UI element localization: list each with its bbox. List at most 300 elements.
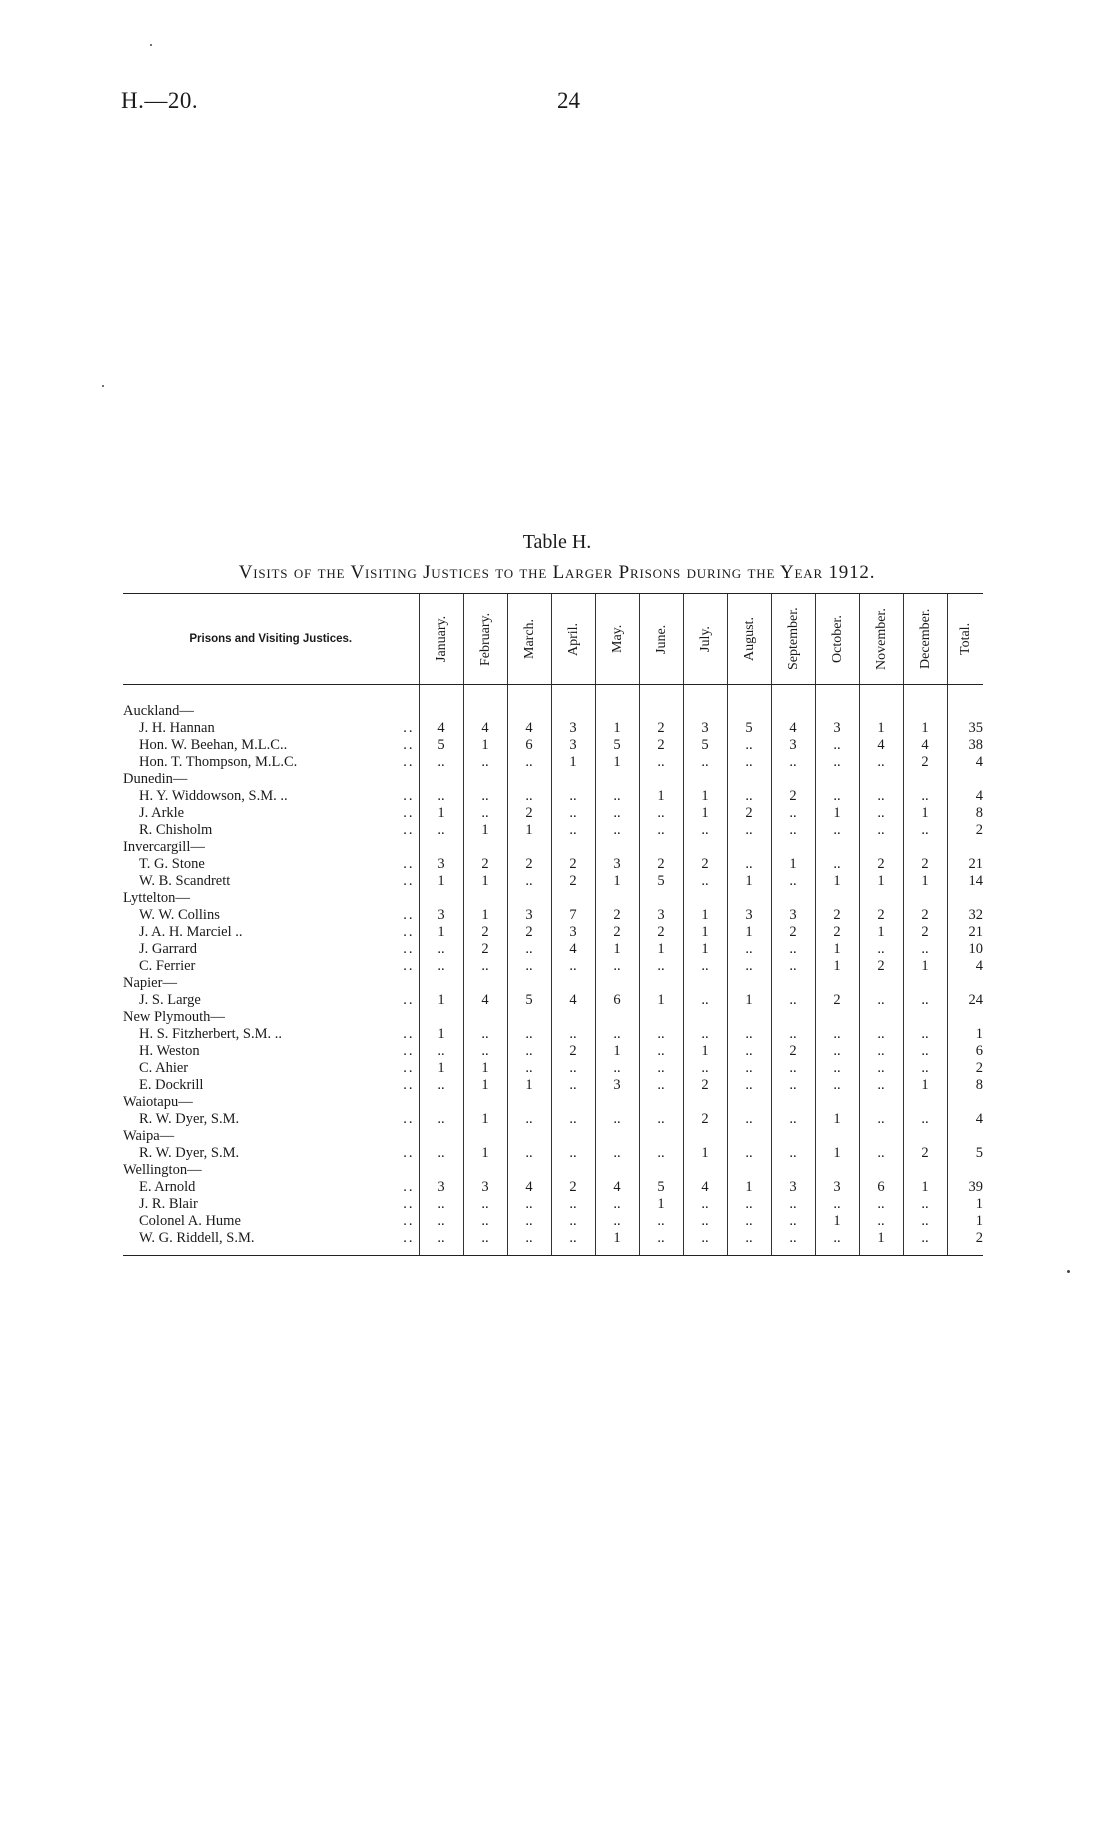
month-cell: .. xyxy=(639,1145,683,1162)
justice-name-text: W. W. Collins xyxy=(139,907,220,923)
month-label: June. xyxy=(653,624,669,654)
month-cell: 2 xyxy=(551,1043,595,1060)
month-cell xyxy=(463,975,507,992)
leader-dots: .. xyxy=(403,1213,415,1229)
total-cell: 2 xyxy=(947,822,983,839)
month-cell: 3 xyxy=(771,737,815,754)
month-cell xyxy=(683,975,727,992)
month-cell: 5 xyxy=(727,720,771,737)
justice-name xyxy=(123,941,419,958)
total-cell: 4 xyxy=(947,754,983,771)
month-cell: 1 xyxy=(727,992,771,1009)
month-cell: 1 xyxy=(595,941,639,958)
month-cell: 5 xyxy=(507,992,551,1009)
month-cell xyxy=(419,703,463,720)
month-cell: .. xyxy=(683,958,727,975)
month-cell: .. xyxy=(859,1196,903,1213)
table-row xyxy=(123,941,983,958)
month-cell: 4 xyxy=(551,941,595,958)
month-cell xyxy=(463,703,507,720)
month-cell xyxy=(551,703,595,720)
month-cell: 1 xyxy=(595,1043,639,1060)
leader-dots: .. xyxy=(403,1111,415,1127)
month-cell: 1 xyxy=(595,754,639,771)
leader-dots: .. xyxy=(403,720,415,736)
total-cell: 2 xyxy=(947,1230,983,1256)
prison-name-text: Auckland— xyxy=(123,703,194,719)
prison-name-text: Waiotapu— xyxy=(123,1094,193,1110)
month-cell xyxy=(639,1162,683,1179)
month-cell: 3 xyxy=(683,720,727,737)
month-cell: 1 xyxy=(815,1145,859,1162)
month-cell xyxy=(771,703,815,720)
month-cell: .. xyxy=(771,1145,815,1162)
month-cell: 4 xyxy=(551,992,595,1009)
table-row xyxy=(123,1196,983,1213)
prison-name-text: Napier— xyxy=(123,975,177,991)
month-cell: .. xyxy=(771,1077,815,1094)
month-cell: .. xyxy=(771,992,815,1009)
month-cell xyxy=(551,975,595,992)
month-cell: .. xyxy=(419,1196,463,1213)
month-cell: .. xyxy=(595,788,639,805)
month-label: September. xyxy=(785,607,801,671)
month-cell: 1 xyxy=(683,1043,727,1060)
month-cell xyxy=(815,771,859,788)
month-cell xyxy=(727,975,771,992)
month-cell: .. xyxy=(419,822,463,839)
month-cell: 1 xyxy=(639,941,683,958)
month-cell: .. xyxy=(727,856,771,873)
total-cell: 10 xyxy=(947,941,983,958)
month-cell xyxy=(859,1128,903,1145)
month-cell: 5 xyxy=(419,737,463,754)
month-cell: .. xyxy=(903,1111,947,1128)
month-cell: 2 xyxy=(463,856,507,873)
table-row xyxy=(123,1213,983,1230)
paper-speck xyxy=(1067,1270,1070,1273)
justice-name-text: H. Y. Widdowson, S.M. .. xyxy=(139,788,288,804)
total-cell xyxy=(947,703,983,720)
month-cell: .. xyxy=(551,1145,595,1162)
month-label: May. xyxy=(609,624,625,654)
column-header-january xyxy=(419,594,463,685)
month-cell: 1 xyxy=(595,1230,639,1256)
month-cell: .. xyxy=(771,1026,815,1043)
justice-name-text: J. A. H. Marciel .. xyxy=(139,924,243,940)
month-cell: .. xyxy=(683,992,727,1009)
month-cell: .. xyxy=(463,805,507,822)
column-header-october xyxy=(815,594,859,685)
month-cell: .. xyxy=(903,1230,947,1256)
month-cell: .. xyxy=(463,1026,507,1043)
column-header-july xyxy=(683,594,727,685)
month-cell: 3 xyxy=(419,907,463,924)
total-cell: 6 xyxy=(947,1043,983,1060)
month-cell xyxy=(815,703,859,720)
month-cell xyxy=(595,1009,639,1026)
month-cell xyxy=(771,975,815,992)
justice-name-text: T. G. Stone xyxy=(139,856,205,872)
table-title: Table H. xyxy=(522,531,592,553)
month-cell: .. xyxy=(507,1060,551,1077)
justice-name-text: W. B. Scandrett xyxy=(139,873,231,889)
month-cell: 1 xyxy=(463,1077,507,1094)
table-row xyxy=(123,1077,983,1094)
month-cell: .. xyxy=(903,1026,947,1043)
justice-name-text: C. Ferrier xyxy=(139,958,196,974)
month-cell: 6 xyxy=(507,737,551,754)
table-row xyxy=(123,907,983,924)
leader-dots: .. xyxy=(403,1196,415,1212)
month-cell: 2 xyxy=(595,924,639,941)
month-cell xyxy=(639,703,683,720)
prison-group-row xyxy=(123,703,983,720)
month-cell: .. xyxy=(507,754,551,771)
prison-name xyxy=(123,771,419,788)
month-cell: .. xyxy=(859,1077,903,1094)
month-cell: .. xyxy=(639,1043,683,1060)
leader-dots: .. xyxy=(403,941,415,957)
total-cell: 4 xyxy=(947,958,983,975)
month-cell: 5 xyxy=(595,737,639,754)
total-cell: 2 xyxy=(947,1060,983,1077)
month-cell xyxy=(903,1128,947,1145)
month-cell: .. xyxy=(463,1213,507,1230)
prison-name xyxy=(123,703,419,720)
table-row xyxy=(123,754,983,771)
month-cell xyxy=(683,1009,727,1026)
total-cell xyxy=(947,1128,983,1145)
month-cell: .. xyxy=(815,1026,859,1043)
month-cell: 2 xyxy=(463,941,507,958)
month-cell: 2 xyxy=(595,907,639,924)
month-cell: 1 xyxy=(903,805,947,822)
month-cell: .. xyxy=(771,822,815,839)
month-cell xyxy=(903,839,947,856)
month-cell xyxy=(419,1094,463,1111)
month-cell: 3 xyxy=(727,907,771,924)
month-cell xyxy=(639,1094,683,1111)
month-cell: 5 xyxy=(639,1179,683,1196)
month-cell xyxy=(551,1094,595,1111)
column-header-november xyxy=(859,594,903,685)
month-cell: 2 xyxy=(507,856,551,873)
month-cell: 2 xyxy=(903,1145,947,1162)
table-row xyxy=(123,992,983,1009)
prison-name xyxy=(123,1128,419,1145)
month-cell xyxy=(419,839,463,856)
month-cell xyxy=(639,975,683,992)
month-cell: .. xyxy=(683,822,727,839)
month-cell xyxy=(639,771,683,788)
table-row xyxy=(123,1145,983,1162)
month-cell: 1 xyxy=(463,907,507,924)
month-cell: 3 xyxy=(595,1077,639,1094)
month-cell xyxy=(903,975,947,992)
month-cell: .. xyxy=(771,1060,815,1077)
month-cell: 1 xyxy=(727,1179,771,1196)
month-cell: .. xyxy=(419,1043,463,1060)
month-cell xyxy=(727,1128,771,1145)
total-cell: 8 xyxy=(947,1077,983,1094)
month-cell xyxy=(727,1162,771,1179)
month-cell xyxy=(507,890,551,907)
month-cell: 2 xyxy=(859,907,903,924)
justice-name-text: H. S. Fitzherbert, S.M. .. xyxy=(139,1026,282,1042)
justice-name xyxy=(123,754,419,771)
month-cell: 1 xyxy=(683,941,727,958)
visits-table xyxy=(123,593,983,1256)
month-cell xyxy=(771,771,815,788)
leader-dots: .. xyxy=(403,1060,415,1076)
leader-dots: .. xyxy=(403,873,415,889)
total-cell xyxy=(947,839,983,856)
month-cell: .. xyxy=(683,1060,727,1077)
month-cell: 2 xyxy=(903,924,947,941)
justice-name xyxy=(123,720,419,737)
prison-group-row xyxy=(123,975,983,992)
month-cell: .. xyxy=(771,1213,815,1230)
month-cell xyxy=(419,975,463,992)
leader-dots: .. xyxy=(403,754,415,770)
month-cell xyxy=(419,1009,463,1026)
month-cell: .. xyxy=(903,1213,947,1230)
month-cell: 1 xyxy=(639,1196,683,1213)
prison-name-text: Lyttelton— xyxy=(123,890,190,906)
month-cell: 2 xyxy=(683,1111,727,1128)
month-cell: .. xyxy=(859,822,903,839)
month-cell: 4 xyxy=(463,720,507,737)
table-row xyxy=(123,805,983,822)
page-number: 24 xyxy=(557,88,580,113)
leader-dots: .. xyxy=(403,924,415,940)
month-cell: .. xyxy=(727,788,771,805)
justice-name-text: J. Arkle xyxy=(139,805,185,821)
month-cell: .. xyxy=(419,941,463,958)
month-cell: 3 xyxy=(551,737,595,754)
month-cell: .. xyxy=(903,941,947,958)
month-cell: 6 xyxy=(859,1179,903,1196)
month-cell: 1 xyxy=(463,737,507,754)
column-header-february xyxy=(463,594,507,685)
month-cell: 1 xyxy=(815,1213,859,1230)
month-cell: .. xyxy=(903,788,947,805)
total-cell: 39 xyxy=(947,1179,983,1196)
month-cell: .. xyxy=(463,1196,507,1213)
month-cell: .. xyxy=(551,1077,595,1094)
month-cell: 1 xyxy=(683,788,727,805)
month-cell xyxy=(507,703,551,720)
month-cell xyxy=(595,1094,639,1111)
leader-dots: .. xyxy=(403,1230,415,1246)
month-cell: .. xyxy=(727,1196,771,1213)
leader-dots: .. xyxy=(403,907,415,923)
month-cell: .. xyxy=(551,1230,595,1256)
month-cell: 2 xyxy=(551,856,595,873)
month-cell: .. xyxy=(771,941,815,958)
month-cell: .. xyxy=(903,1060,947,1077)
month-cell: .. xyxy=(639,1077,683,1094)
month-cell: 1 xyxy=(463,1145,507,1162)
justice-name xyxy=(123,958,419,975)
month-cell: .. xyxy=(815,737,859,754)
month-cell: 4 xyxy=(859,737,903,754)
total-cell xyxy=(947,1094,983,1111)
month-label: October. xyxy=(829,615,845,663)
total-cell: 1 xyxy=(947,1213,983,1230)
month-cell: .. xyxy=(595,1111,639,1128)
month-cell xyxy=(463,1094,507,1111)
header-spacer xyxy=(123,685,983,704)
column-header-december xyxy=(903,594,947,685)
month-cell: .. xyxy=(419,788,463,805)
month-cell xyxy=(903,890,947,907)
month-cell: 2 xyxy=(815,924,859,941)
month-cell xyxy=(815,1094,859,1111)
month-cell: 1 xyxy=(419,924,463,941)
month-cell xyxy=(859,771,903,788)
month-cell: .. xyxy=(419,1077,463,1094)
month-cell: .. xyxy=(727,1060,771,1077)
justice-name xyxy=(123,1145,419,1162)
month-cell: .. xyxy=(683,754,727,771)
justice-name xyxy=(123,822,419,839)
month-cell: .. xyxy=(683,1026,727,1043)
column-header-september xyxy=(771,594,815,685)
month-cell: 1 xyxy=(815,1111,859,1128)
month-cell xyxy=(771,839,815,856)
justice-name xyxy=(123,1060,419,1077)
month-cell: 4 xyxy=(903,737,947,754)
month-cell xyxy=(595,839,639,856)
month-cell xyxy=(639,890,683,907)
month-cell: .. xyxy=(551,958,595,975)
column-header-august xyxy=(727,594,771,685)
justice-name-text: E. Dockrill xyxy=(139,1077,204,1093)
month-cell: .. xyxy=(639,1060,683,1077)
month-cell xyxy=(859,890,903,907)
column-header-name: Prisons and Visiting Justices. xyxy=(123,594,419,685)
month-cell xyxy=(595,975,639,992)
month-cell: .. xyxy=(507,941,551,958)
table-row xyxy=(123,856,983,873)
month-cell: .. xyxy=(727,1043,771,1060)
month-cell: 1 xyxy=(419,1060,463,1077)
month-cell xyxy=(727,890,771,907)
month-cell: .. xyxy=(551,788,595,805)
justice-name xyxy=(123,1179,419,1196)
table-row xyxy=(123,1043,983,1060)
month-cell: 1 xyxy=(815,873,859,890)
month-cell: 1 xyxy=(903,1077,947,1094)
month-cell xyxy=(771,1094,815,1111)
month-cell: 2 xyxy=(727,805,771,822)
month-cell: .. xyxy=(859,754,903,771)
month-cell: .. xyxy=(903,1043,947,1060)
month-cell: .. xyxy=(639,1213,683,1230)
month-cell: .. xyxy=(419,1230,463,1256)
month-cell: .. xyxy=(507,1111,551,1128)
leader-dots: .. xyxy=(403,958,415,974)
month-cell: .. xyxy=(727,1230,771,1256)
month-cell xyxy=(463,771,507,788)
month-cell: 1 xyxy=(463,1060,507,1077)
leader-dots: .. xyxy=(403,856,415,872)
month-cell: .. xyxy=(419,1213,463,1230)
month-cell: 1 xyxy=(507,822,551,839)
month-cell: 2 xyxy=(551,1179,595,1196)
month-cell: 3 xyxy=(815,720,859,737)
month-cell: .. xyxy=(727,822,771,839)
month-cell xyxy=(727,703,771,720)
month-cell: .. xyxy=(771,1196,815,1213)
month-cell: .. xyxy=(771,873,815,890)
month-cell: .. xyxy=(639,1230,683,1256)
leader-dots: .. xyxy=(403,1026,415,1042)
month-cell xyxy=(463,1162,507,1179)
month-cell: 1 xyxy=(903,1179,947,1196)
month-cell xyxy=(903,703,947,720)
month-cell xyxy=(595,1162,639,1179)
month-cell xyxy=(815,975,859,992)
month-cell: 1 xyxy=(903,958,947,975)
justice-name-text: R. Chisholm xyxy=(139,822,213,838)
month-cell xyxy=(815,839,859,856)
total-cell xyxy=(947,1009,983,1026)
month-cell: .. xyxy=(859,992,903,1009)
prison-group-row xyxy=(123,1094,983,1111)
month-cell xyxy=(507,975,551,992)
month-label: March. xyxy=(521,618,537,660)
prison-name-text: Dunedin— xyxy=(123,771,188,787)
month-cell: 3 xyxy=(551,924,595,941)
justice-name-text: Hon. T. Thompson, M.L.C. xyxy=(139,754,298,770)
month-cell: .. xyxy=(683,1213,727,1230)
month-cell xyxy=(507,839,551,856)
month-cell: .. xyxy=(815,1043,859,1060)
header-row xyxy=(123,594,983,685)
prison-name-text: Invercargill— xyxy=(123,839,205,855)
month-cell xyxy=(903,1094,947,1111)
month-cell: 2 xyxy=(683,1077,727,1094)
month-cell xyxy=(771,1009,815,1026)
month-cell xyxy=(463,839,507,856)
justice-name-text: R. W. Dyer, S.M. xyxy=(139,1111,240,1127)
month-cell xyxy=(419,890,463,907)
month-cell: .. xyxy=(903,822,947,839)
month-cell: 3 xyxy=(595,856,639,873)
month-cell: 1 xyxy=(859,924,903,941)
month-cell: .. xyxy=(815,822,859,839)
table-row xyxy=(123,1111,983,1128)
leader-dots: .. xyxy=(403,992,415,1008)
table-row xyxy=(123,1179,983,1196)
month-cell: .. xyxy=(727,941,771,958)
month-cell: .. xyxy=(507,1043,551,1060)
justice-name xyxy=(123,737,419,754)
month-cell xyxy=(419,1162,463,1179)
total-cell: 38 xyxy=(947,737,983,754)
month-cell xyxy=(419,771,463,788)
month-cell: .. xyxy=(815,856,859,873)
month-cell xyxy=(815,890,859,907)
month-cell xyxy=(551,1128,595,1145)
month-cell: 2 xyxy=(859,958,903,975)
month-cell xyxy=(683,703,727,720)
month-cell: .. xyxy=(595,805,639,822)
month-cell xyxy=(683,890,727,907)
